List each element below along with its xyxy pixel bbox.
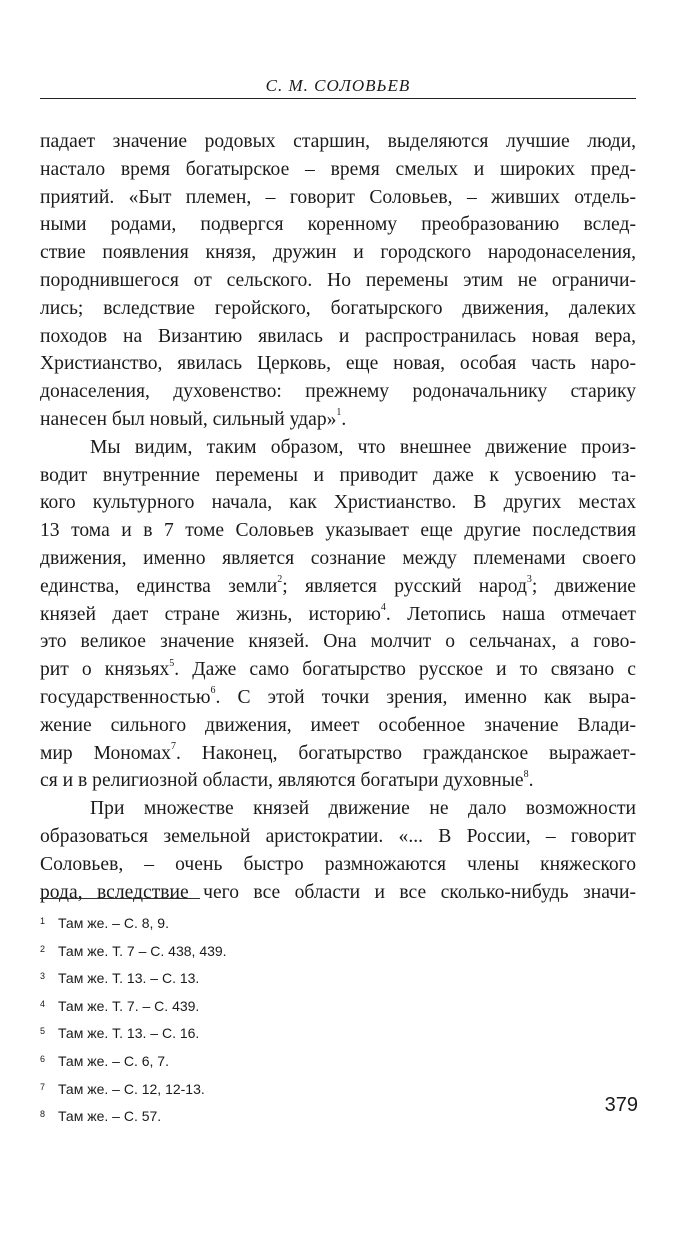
text-fragment: походов на Византию явилась и распространилась новая вера,	[40, 325, 636, 347]
footnote-ref: 6	[210, 685, 216, 697]
text-fragment: падает значение родовых старшин, выделяются лучшие люди,	[40, 131, 636, 152]
footnote	[40, 1046, 440, 1074]
text-fragment: донаселения, духовенство: прежнему родоначальнику старику	[40, 381, 636, 403]
text-fragment: ; движение	[531, 575, 636, 597]
footnote-ref: 2	[277, 574, 283, 586]
text-fragment: государственностью	[40, 686, 211, 708]
text-fragment: движения, именно является сознание между племенами своего	[40, 547, 636, 569]
text-line	[40, 851, 636, 879]
footnote	[40, 908, 440, 936]
text-fragment: При множестве князей движение не дало возможности	[90, 798, 636, 820]
footnote-ref: 8	[523, 768, 529, 780]
footnote-text: Там же. – С. 12, 12-13.	[58, 1080, 205, 1097]
footnote-text: Там же. Т. 7. – С. 439.	[58, 997, 200, 1014]
text-line	[40, 350, 636, 378]
text-fragment: водит внутренние перемены и приводит даже к усвоению та-	[40, 464, 636, 486]
footnote-text: Там же. – С. 6, 7.	[58, 1052, 169, 1069]
footnote-text: Там же. Т. 13. – С. 13.	[58, 970, 200, 987]
text-line	[40, 434, 636, 462]
footnote-number: 5	[40, 1026, 46, 1037]
text-line	[40, 823, 636, 851]
text-fragment: . Наконец, богатырство гражданское выражает-	[175, 742, 636, 764]
text-fragment: Христианство, явилась Церковь, еще новая, особая часть наро-	[40, 353, 636, 375]
text-fragment: 13 тома и в 7 томе Соловьев указывает еще другие последствия	[40, 520, 636, 542]
text-fragment: князей дает стране жизнь, историю	[40, 603, 381, 625]
text-fragment: кого культурного начала, как Христианство. В других местах	[40, 492, 636, 514]
text-fragment: единства, единства земли	[40, 575, 278, 597]
footnote-rule	[40, 898, 200, 899]
text-line	[40, 545, 636, 573]
text-fragment: ствие появления князя, дружин и городского народонаселения,	[40, 242, 636, 264]
footnotes	[40, 908, 440, 1129]
text-line	[40, 323, 636, 351]
text-line	[40, 406, 636, 434]
text-fragment: . Даже само богатырство русское и то связано с	[174, 659, 636, 681]
text-line	[40, 239, 636, 267]
text-fragment: Мы видим, таким образом, что внешнее движение произ-	[90, 436, 636, 458]
text-line	[40, 156, 636, 184]
text-line	[40, 184, 636, 212]
text-fragment: это великое значение князей. Она молчит о сельчанах, а гово-	[40, 631, 636, 653]
text-line	[40, 712, 636, 740]
text-fragment: Соловьев, – очень быстро размножаются члены княжеского	[40, 853, 636, 875]
footnote	[40, 991, 440, 1019]
text-line	[40, 517, 636, 545]
text-line	[40, 489, 636, 517]
footnote-text: Там же. – С. 57.	[58, 1108, 162, 1125]
body-text	[40, 128, 636, 906]
text-line	[40, 573, 636, 601]
text-fragment: настало время богатырское – время смелых и широких пред-	[40, 158, 636, 180]
text-line	[40, 879, 636, 907]
footnote-number: 7	[40, 1081, 46, 1092]
footnote-text: Там же. – С. 8, 9.	[58, 915, 169, 931]
footnote-text: Там же. Т. 13. – С. 16.	[58, 1025, 200, 1042]
footnote-number: 6	[40, 1053, 46, 1064]
text-fragment: рода, вследствие чего все области и все сколько-нибудь значи-	[40, 881, 636, 903]
footnote-ref: 7	[170, 741, 176, 752]
footnote-number: 4	[40, 998, 46, 1009]
text-fragment: . С этой точки зрения, именно как выра-	[215, 686, 636, 708]
footnote	[40, 1074, 440, 1102]
footnote	[40, 1101, 440, 1129]
footnote-ref: 1	[336, 407, 342, 419]
text-fragment: породнившегося от сельского. Но перемены этим не ограничи-	[40, 269, 636, 291]
text-line	[40, 267, 636, 295]
text-line	[40, 462, 636, 490]
text-line	[40, 684, 636, 712]
text-fragment: ся и в религиозной области, являются богатыри духовные	[40, 770, 524, 792]
text-fragment: мир Мономах	[40, 742, 171, 764]
text-fragment: ; является русский народ	[282, 575, 527, 597]
text-fragment: приятий. «Быт племен, – говорит Соловьев, – живших отдель-	[40, 186, 636, 208]
text-fragment: .	[528, 770, 534, 792]
header-rule	[40, 98, 636, 99]
text-fragment: лись; вследствие геройского, богатырского движения, далеких	[40, 297, 636, 319]
text-line	[40, 128, 636, 156]
footnote-number: 3	[40, 971, 46, 982]
text-line	[40, 211, 636, 239]
text-fragment: рит о князьях	[40, 659, 170, 681]
footnote	[40, 1018, 440, 1046]
footnote-number: 2	[40, 943, 46, 954]
text-fragment: ными родами, подвергся коренному преобразованию вслед-	[40, 214, 636, 236]
text-fragment: . Летопись наша отмечает	[385, 603, 637, 625]
text-line	[40, 656, 636, 684]
text-line	[40, 628, 636, 656]
footnote-ref: 3	[526, 574, 532, 586]
footnote-ref: 4	[380, 602, 386, 614]
text-fragment: .	[341, 408, 347, 430]
text-line	[40, 767, 636, 795]
text-fragment: жение сильного движения, имеет особенное значение Влади-	[40, 714, 636, 736]
footnote	[40, 963, 440, 991]
text-line	[40, 378, 636, 406]
text-line	[40, 740, 636, 768]
footnote-text: Там же. Т. 7 – С. 438, 439.	[58, 942, 227, 959]
running-head: С. М. СОЛОВЬЕВ	[265, 76, 411, 95]
text-fragment: образоваться земельной аристократии. «... В России, – говорит	[40, 825, 636, 847]
page-number: 379	[604, 1094, 638, 1116]
text-line	[40, 601, 636, 629]
footnote-number: 1	[40, 916, 46, 926]
text-line	[40, 795, 636, 823]
footnote-number: 8	[40, 1109, 46, 1120]
footnote	[40, 936, 440, 964]
footnote-ref: 5	[169, 657, 175, 669]
text-fragment: нанесен был новый, сильный удар»	[40, 408, 337, 430]
text-line	[40, 295, 636, 323]
